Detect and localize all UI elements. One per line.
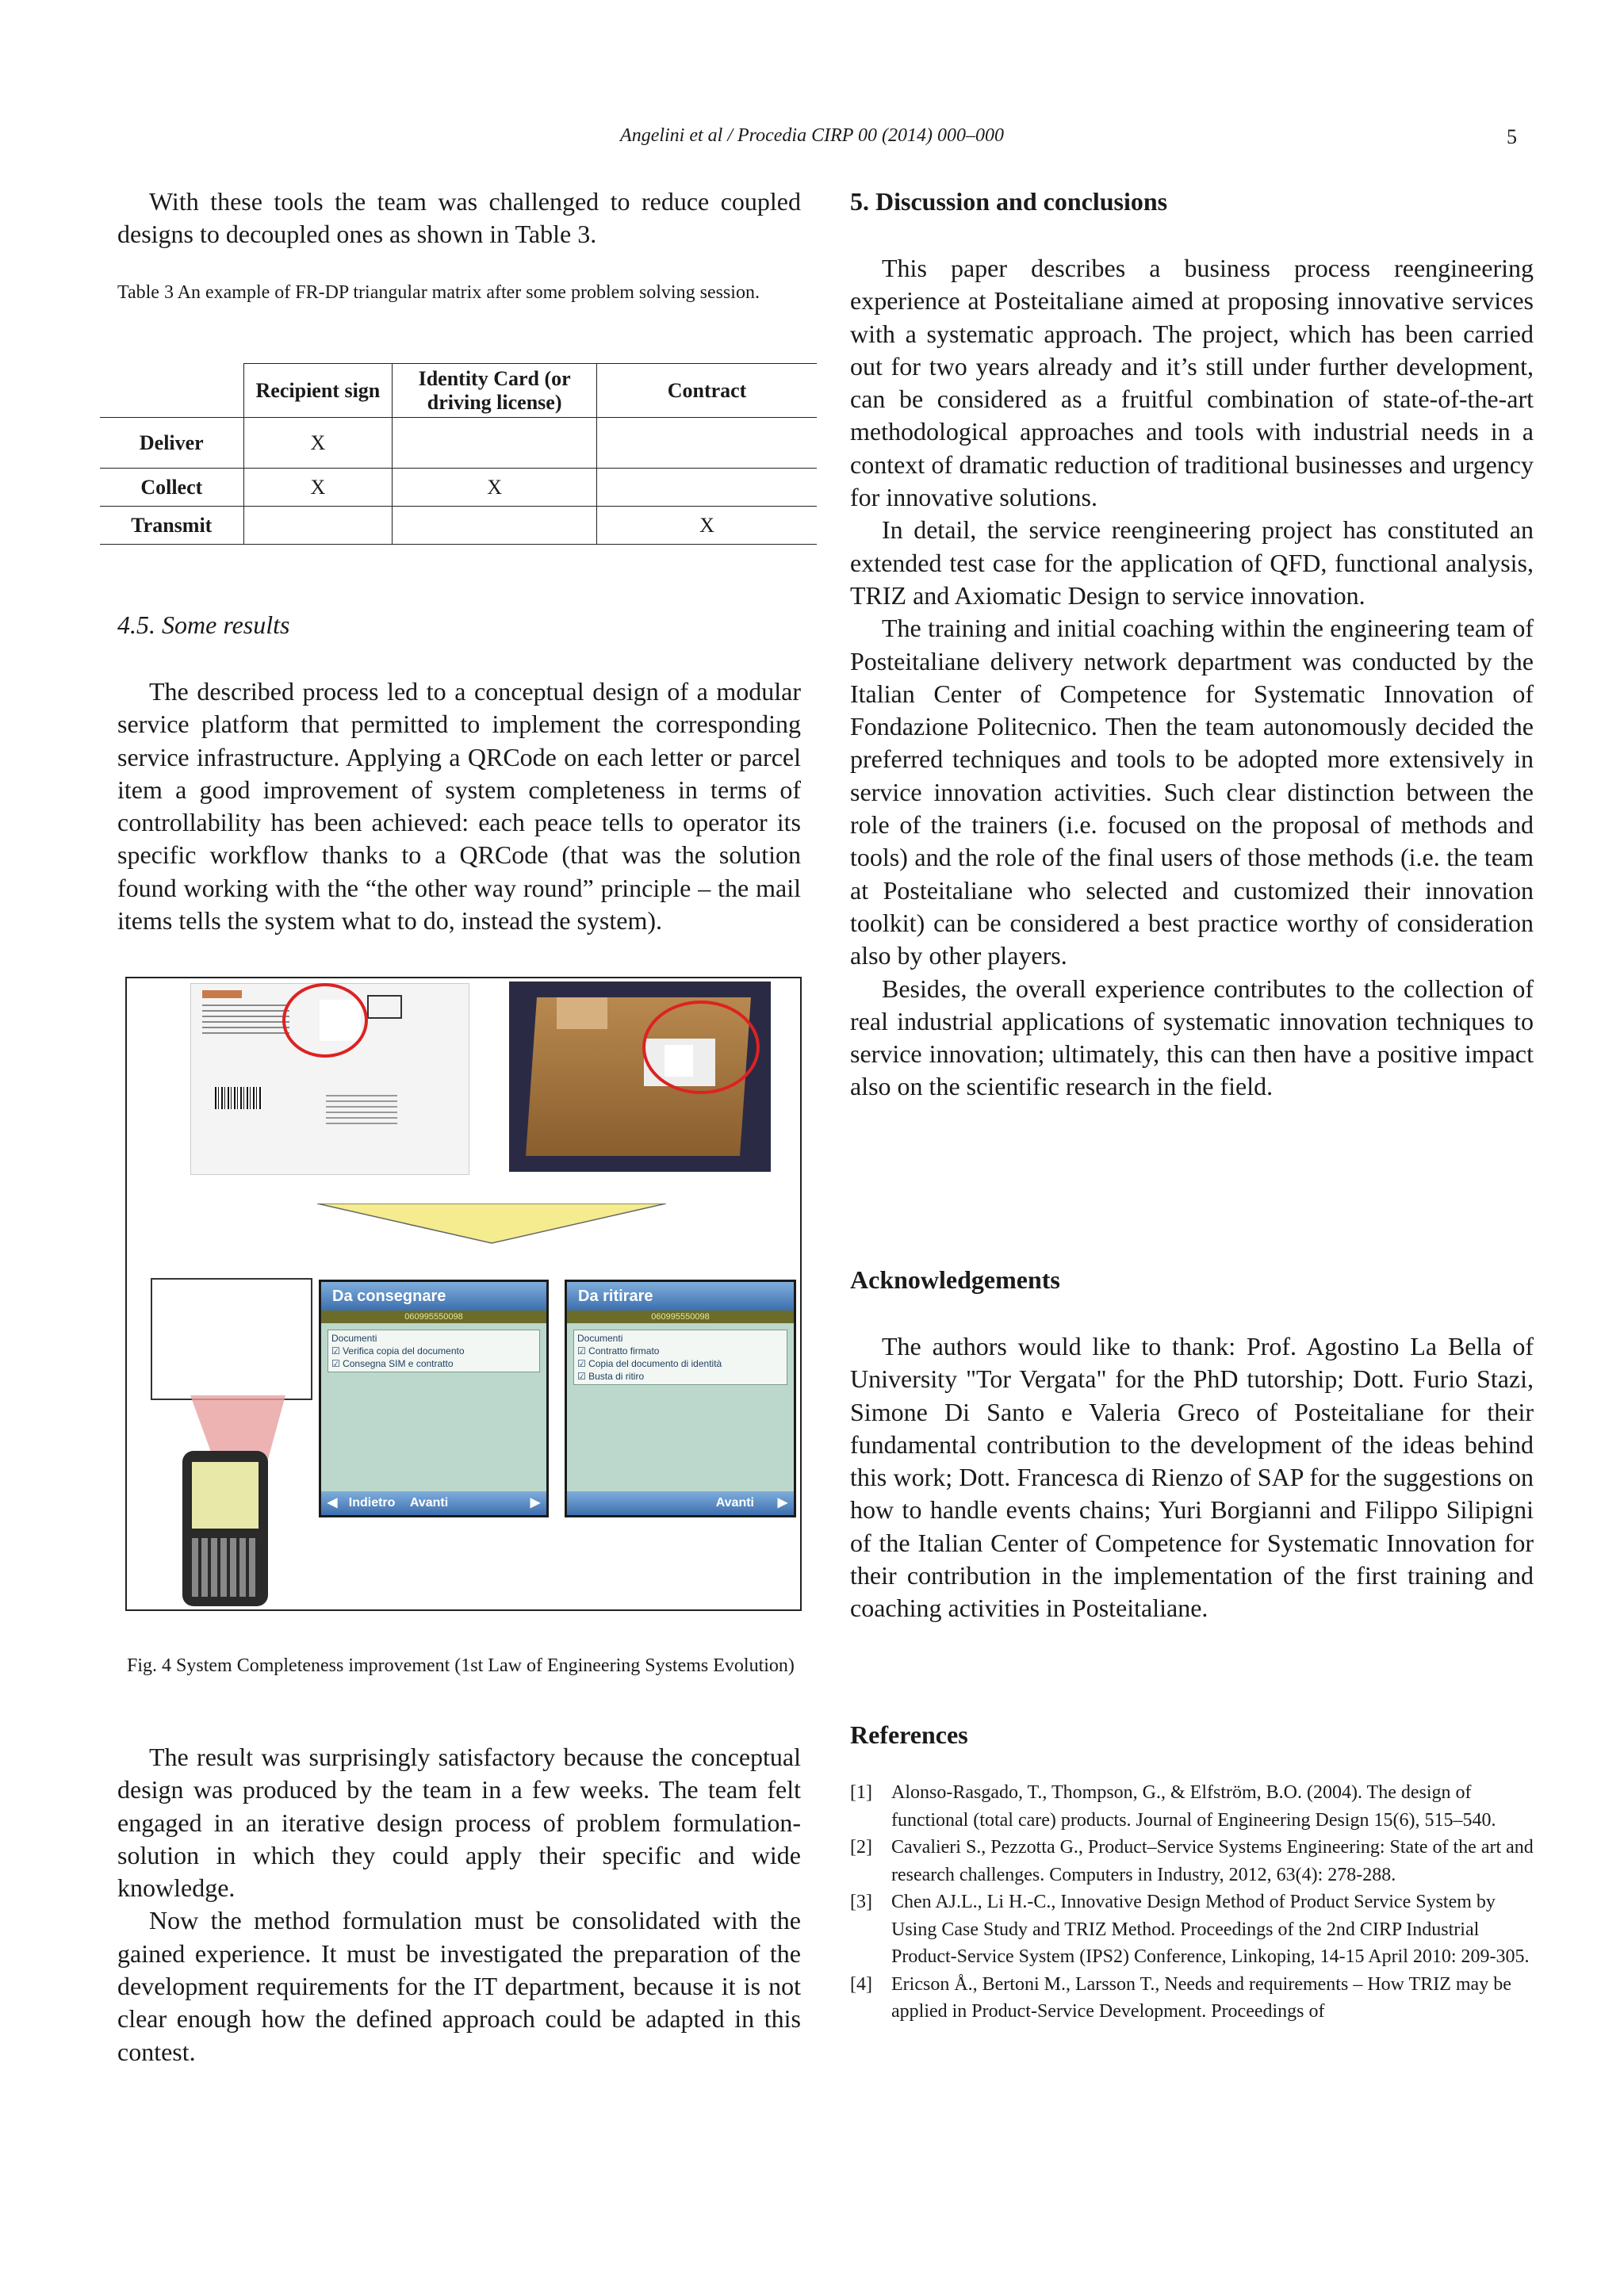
fr-dp-matrix-table <box>100 363 817 545</box>
references-list <box>850 1779 1534 2026</box>
reference-item: [1] Alonso-Rasgado, T., Thompson, G., & Elfström, B.O. (2004). The design of functional (total care) products. Journal of Engineering Design 15(6), 515–540. <box>850 1782 1496 1831</box>
reference-item: [2] Cavalieri S., Pezzotta G., Product–Service Systems Engineering: State of the art and research challenges. Computers in Industry, 2012, 63(4): 278-288. <box>850 1837 1534 1885</box>
intro-paragraph: With these tools the team was challenged to reduce coupled designs to decoupled ones as shown in Table 3. <box>117 187 801 249</box>
figure-4 <box>125 977 802 1611</box>
discussion-paragraph-2: In detail, the service reengineering project has constituted an extended test case for the application of QFD, functional analysis, TRIZ and Axiomatic Design to service innovation. <box>850 515 1534 610</box>
references-title: References <box>850 1720 968 1749</box>
forward-arrow-icon[interactable]: ▶ <box>530 1496 540 1510</box>
screen-code: 060995550098 <box>321 1311 546 1323</box>
page-number: 5 <box>1507 125 1517 148</box>
table-cell <box>243 507 393 545</box>
figure-caption: Fig. 4 System Completeness improvement (1st Law of Engineering Systems Evolution) <box>127 1655 795 1676</box>
table-row <box>100 469 817 507</box>
running-header: Angelini et al / Procedia CIRP 00 (2014) 000–000 <box>620 125 1004 146</box>
back-button[interactable]: Indietro <box>348 1496 396 1510</box>
handheld-scanner-icon <box>182 1451 268 1606</box>
table-header-contract: Contract <box>597 364 817 418</box>
reference-item: [3] Chen AJ.L., Li H.-C., Innovative Design Method of Product Service System by Using Case Study and TRIZ Method. Proceedings of the 2nd CIRP Industrial Product-Service System (IPS2) Conference, Linkoping, 14-15 April 2010: 209-305. <box>850 1892 1530 1967</box>
reference-item: [4] Ericson Å., Bertoni M., Larsson T., Needs and requirements – How TRIZ may be applied in Product-Service Development. Proceedings of <box>850 1973 1511 2022</box>
next-button[interactable]: Avanti <box>409 1496 449 1510</box>
table-caption: Table 3 An example of FR-DP triangular matrix after some problem solving session. <box>117 282 760 303</box>
screen-title: Da ritirare <box>567 1282 794 1311</box>
screen-title: Da consegnare <box>321 1282 546 1311</box>
screen-nav <box>567 1491 794 1515</box>
table-row <box>100 418 817 469</box>
discussion-text <box>850 252 1534 1104</box>
document-checklist: Documenti ☑ Verifica copia del documento ☑ Consegna SIM e contratto <box>327 1330 540 1372</box>
table-header-identity-card: Identity Card (or driving license) <box>393 364 597 418</box>
forward-arrow-icon[interactable]: ▶ <box>777 1496 787 1510</box>
table-header-empty <box>100 364 243 418</box>
table-cell <box>393 507 597 545</box>
barcode-icon <box>215 1087 262 1109</box>
section-title-discussion: 5. Discussion and conclusions <box>850 187 1168 216</box>
down-arrow-icon <box>317 1203 666 1246</box>
row-label-collect: Collect <box>100 469 243 507</box>
screen-code: 060995550098 <box>567 1311 794 1323</box>
table-header-row <box>100 364 817 418</box>
qr-panel <box>151 1278 312 1400</box>
result-paragraph: The result was surprisingly satisfactory because the conceptual design was produced by the team in a few weeks. The team felt engaged in an iterative design process of problem formulation-solution in which they could apply their specific and wide knowledge. Now the method formulation must be consolidated with the gained experience. It must be investigated the preparation of the development requirements for the IT department, because it is not clear enough how the defined approach could be adapted in this contest. <box>117 1741 801 2068</box>
highlight-circle-icon <box>642 1001 760 1094</box>
table-cell <box>393 418 597 469</box>
row-label-deliver: Deliver <box>100 418 243 469</box>
table-cell: X <box>243 418 393 469</box>
back-arrow-icon[interactable]: ◀ <box>327 1496 338 1510</box>
section-title-some-results: 4.5. Some results <box>117 610 290 639</box>
results-paragraph: The described process led to a conceptual design of a modular service platform that permitted to implement the corresponding service infrastructure. Applying a QRCode on each letter or parcel item a good improvement of system completeness in terms of controllability has been achieved: each peace tells to operator its specific workflow thanks to a QRCode (that was the solution found working with the “the other way round” principle – the mail items tells the system what to do, instead the system). <box>117 677 801 936</box>
next-button[interactable]: Avanti <box>715 1496 754 1510</box>
screen-da-consegnare <box>319 1280 549 1517</box>
screen-nav <box>321 1491 546 1515</box>
table-header-recipient-sign: Recipient sign <box>243 364 393 418</box>
list-item[interactable]: ☑ Consegna SIM e contratto <box>331 1358 454 1369</box>
table-cell <box>597 418 817 469</box>
screen-da-ritirare <box>565 1280 796 1517</box>
table-cell <box>597 469 817 507</box>
highlight-circle-icon <box>282 983 368 1058</box>
discussion-paragraph-3: The training and initial coaching within the engineering team of Posteitaliane delivery network department was conducted by the Italian Center of Competence for Systematic Innovation of Fondazione Politecnico. Then the team autonomously decided the preferred techniques and tools to be adopted more extensively in service innovation activities. Such clear distinction between the role of the trainers (i.e. focused on the proposal of methods and tools) and the role of the final users of those methods (i.e. the team at Posteitaliane who selected and customized their innovation toolkit) can be considered a best practice worthy of consideration also by other players. <box>850 614 1534 970</box>
table-row <box>100 507 817 545</box>
table-cell: X <box>393 469 597 507</box>
discussion-paragraph-4: Besides, the overall experience contributes to the collection of real industrial applications of systematic innovation techniques to service innovation; ultimately, this can then have a positive impact also on the scientific research in the field. <box>850 974 1534 1101</box>
qr-code-icon <box>162 1286 300 1391</box>
list-item[interactable]: ☑ Busta di ritiro <box>577 1371 645 1382</box>
list-item[interactable]: ☑ Verifica copia del documento <box>331 1345 465 1357</box>
acknowledgements-title: Acknowledgements <box>850 1265 1060 1294</box>
method-paragraph: Now the method formulation must be consolidated with the gained experience. It must be investigated the preparation of the development requirements for the IT department, because it is not clear enough how the defined approach could be adapted in this contest. <box>117 1906 801 2066</box>
acknowledgements-text: The authors would like to thank: Prof. Agostino La Bella of University "Tor Vergata" for the PhD tutorship; Dott. Furio Stazi, Simone Di Santo e Valeria Greco of Posteitaliane for their fundamental contribution to the development of the ideas behind this work; Dott. Francesca di Rienzo of SAP for the suggestions on how to handle events chains; Yuri Borgianni and Filippo Silipigni of the Italian Center of Competence for Systematic Innovation for their contribution in the implementation of the first training and coaching activities in Posteitaliane. <box>850 1332 1534 1623</box>
row-label-transmit: Transmit <box>100 507 243 545</box>
document-checklist: Documenti ☑ Contratto firmato ☑ Copia del documento di identità ☑ Busta di ritiro <box>573 1330 787 1385</box>
list-item[interactable]: ☑ Copia del documento di identità <box>577 1358 722 1369</box>
table-cell: X <box>597 507 817 545</box>
table-cell: X <box>243 469 393 507</box>
list-item[interactable]: ☑ Contratto firmato <box>577 1345 660 1357</box>
discussion-paragraph-1: This paper describes a business process reengineering experience at Posteitaliane aimed at proposing innovative services with a systematic approach. The project, which has been carried out for two years already and it’s still under further development, can be considered as a fruitful combination of state-of-the-art methodological approaches and tools with industrial needs in a context of dramatic reduction of traditional businesses and urgency for innovative solutions. <box>850 254 1534 512</box>
